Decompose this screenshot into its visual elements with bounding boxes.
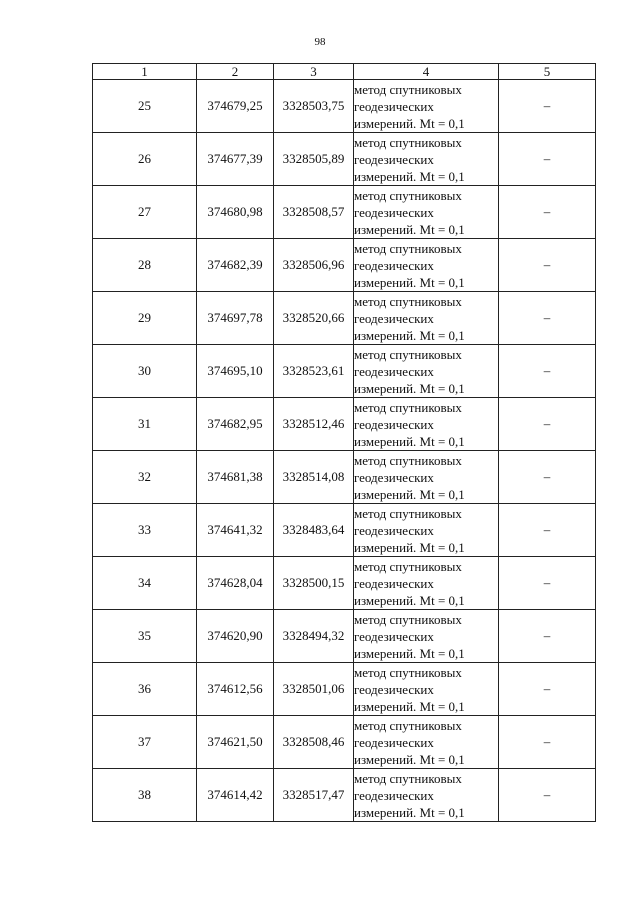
method-line-2: геодезических [354,787,434,803]
point-number: 30 [93,345,197,398]
coordinate-y: 3328494,32 [274,610,354,663]
note-cell: – [499,557,596,610]
method-line-3: измерений. Mt = 0,1 [354,539,465,555]
method-line-1: метод спутниковых [354,770,462,786]
point-number: 38 [93,769,197,822]
coordinate-x: 374641,32 [197,504,274,557]
coordinate-y: 3328501,06 [274,663,354,716]
point-number: 34 [93,557,197,610]
method-line-3: измерений. Mt = 0,1 [354,433,465,449]
header-col-4: 4 [354,64,499,80]
coordinate-x: 374620,90 [197,610,274,663]
point-number: 26 [93,133,197,186]
header-row [93,64,596,80]
point-number: 32 [93,451,197,504]
method-line-1: метод спутниковых [354,399,462,415]
method-cell [354,610,499,663]
method-line-2: геодезических [354,257,434,273]
table-row [93,769,596,822]
method-cell [354,769,499,822]
method-line-3: измерений. Mt = 0,1 [354,327,465,343]
method-line-2: геодезических [354,522,434,538]
note-cell: – [499,292,596,345]
point-number: 33 [93,504,197,557]
method-line-1: метод спутниковых [354,293,462,309]
method-line-1: метод спутниковых [354,664,462,680]
note-cell: – [499,610,596,663]
coordinate-x: 374682,95 [197,398,274,451]
table-row [93,239,596,292]
method-line-2: геодезических [354,98,434,114]
note-cell: – [499,133,596,186]
table-row [93,663,596,716]
method-line-1: метод спутниковых [354,134,462,150]
method-line-2: геодезических [354,151,434,167]
method-line-1: метод спутниковых [354,717,462,733]
method-line-2: геодезических [354,204,434,220]
method-line-2: геодезических [354,734,434,750]
method-line-1: метод спутниковых [354,240,462,256]
table-header [93,64,596,80]
point-number: 37 [93,716,197,769]
method-line-3: измерений. Mt = 0,1 [354,221,465,237]
method-line-3: измерений. Mt = 0,1 [354,645,465,661]
method-line-1: метод спутниковых [354,611,462,627]
point-number: 36 [93,663,197,716]
table-row [93,398,596,451]
method-line-3: измерений. Mt = 0,1 [354,274,465,290]
note-cell: – [499,663,596,716]
point-number: 35 [93,610,197,663]
method-line-3: измерений. Mt = 0,1 [354,751,465,767]
method-line-3: измерений. Mt = 0,1 [354,168,465,184]
table-row [93,345,596,398]
note-cell: – [499,239,596,292]
coordinate-x: 374612,56 [197,663,274,716]
note-cell: – [499,504,596,557]
method-cell [354,80,499,133]
method-cell [354,133,499,186]
table-row [93,80,596,133]
method-cell [354,451,499,504]
coordinate-y: 3328514,08 [274,451,354,504]
method-line-3: измерений. Mt = 0,1 [354,380,465,396]
table-row [93,504,596,557]
method-line-2: геодезических [354,575,434,591]
coordinate-y: 3328503,75 [274,80,354,133]
table-row [93,610,596,663]
method-line-3: измерений. Mt = 0,1 [354,592,465,608]
coordinate-x: 374628,04 [197,557,274,610]
method-line-1: метод спутниковых [354,558,462,574]
coordinate-y: 3328483,64 [274,504,354,557]
table-row [93,451,596,504]
point-number: 28 [93,239,197,292]
point-number: 25 [93,80,197,133]
coordinate-x: 374679,25 [197,80,274,133]
method-line-3: измерений. Mt = 0,1 [354,804,465,820]
coordinate-y: 3328505,89 [274,133,354,186]
note-cell: – [499,716,596,769]
header-col-5: 5 [499,64,596,80]
coordinate-x: 374695,10 [197,345,274,398]
coordinate-y: 3328508,57 [274,186,354,239]
note-cell: – [499,345,596,398]
point-number: 27 [93,186,197,239]
table-row [93,557,596,610]
coordinate-y: 3328512,46 [274,398,354,451]
method-cell [354,557,499,610]
note-cell: – [499,769,596,822]
method-cell [354,186,499,239]
coordinate-x: 374682,39 [197,239,274,292]
method-line-1: метод спутниковых [354,452,462,468]
point-number: 29 [93,292,197,345]
note-cell: – [499,451,596,504]
method-line-2: геодезических [354,469,434,485]
method-line-3: измерений. Mt = 0,1 [354,486,465,502]
coordinate-x: 374677,39 [197,133,274,186]
page-number: 98 [314,36,326,48]
coordinate-x: 374697,78 [197,292,274,345]
method-line-2: геодезических [354,681,434,697]
table-row [93,716,596,769]
method-line-1: метод спутниковых [354,81,462,97]
method-line-1: метод спутниковых [354,187,462,203]
method-line-2: геодезических [354,416,434,432]
note-cell: – [499,398,596,451]
coordinate-y: 3328523,61 [274,345,354,398]
coordinate-x: 374681,38 [197,451,274,504]
point-number: 31 [93,398,197,451]
note-cell: – [499,80,596,133]
header-col-1: 1 [93,64,197,80]
method-line-1: метод спутниковых [354,505,462,521]
coordinate-x: 374614,42 [197,769,274,822]
coordinate-y: 3328500,15 [274,557,354,610]
coordinate-x: 374621,50 [197,716,274,769]
table-row [93,292,596,345]
header-col-2: 2 [197,64,274,80]
method-line-2: геодезических [354,628,434,644]
method-cell [354,292,499,345]
coordinate-y: 3328517,47 [274,769,354,822]
method-cell [354,504,499,557]
note-cell: – [499,186,596,239]
method-line-2: геодезических [354,310,434,326]
method-cell [354,716,499,769]
coordinate-x: 374680,98 [197,186,274,239]
table-row [93,133,596,186]
method-cell [354,663,499,716]
coordinate-y: 3328520,66 [274,292,354,345]
method-cell [354,398,499,451]
header-col-3: 3 [274,64,354,80]
method-line-3: измерений. Mt = 0,1 [354,698,465,714]
method-cell [354,345,499,398]
table-body [93,80,596,822]
coordinates-table [92,63,596,822]
table-row [93,186,596,239]
method-line-1: метод спутниковых [354,346,462,362]
method-cell [354,239,499,292]
coordinate-y: 3328506,96 [274,239,354,292]
method-line-2: геодезических [354,363,434,379]
method-line-3: измерений. Mt = 0,1 [354,115,465,131]
coordinate-y: 3328508,46 [274,716,354,769]
